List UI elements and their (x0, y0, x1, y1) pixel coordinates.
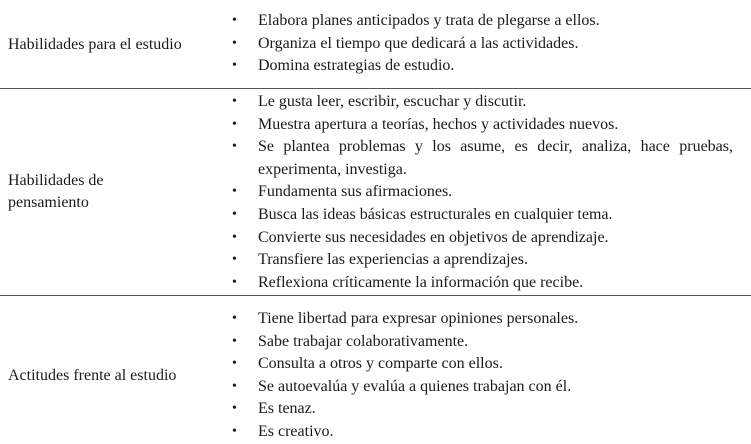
bullet-icon: • (232, 139, 237, 155)
list-item-text: Se autoevalúa y evalúa a quienes trabajan con él. (258, 377, 572, 395)
bullet-icon: • (232, 229, 237, 245)
list-item (232, 376, 733, 399)
list-item (232, 353, 733, 376)
list-item-text: Muestra apertura a teorías, hechos y actividades nuevos. (258, 115, 619, 133)
bullet-list (232, 308, 733, 444)
list-item (232, 33, 733, 56)
list-item-text: Domina estrategias de estudio. (258, 57, 455, 75)
list-item-text: Consulta a otros y comparte con ellos. (258, 355, 503, 373)
row-divider (0, 295, 751, 296)
bullet-icon: • (232, 356, 237, 372)
bullet-icon: • (232, 35, 237, 51)
list-item (232, 204, 733, 227)
list-item-text: Tiene libertad para expresar opiniones personales. (258, 310, 579, 327)
list-item-text: Se plantea problemas y los asume, es decir, analiza, hace pruebas, experimenta, investiga. (258, 138, 733, 178)
list-item (232, 181, 733, 204)
list-item (232, 114, 733, 137)
list-item (232, 227, 733, 250)
category-label: Habilidades para el estudio (8, 36, 182, 53)
list-item (232, 398, 733, 421)
bullet-icon: • (232, 94, 237, 109)
list-item (232, 331, 733, 354)
bullet-icon: • (232, 13, 237, 28)
list-item (232, 272, 733, 295)
bullet-icon: • (232, 401, 237, 417)
bullet-icon: • (232, 252, 237, 268)
bullet-icon: • (232, 184, 237, 200)
bullet-icon: • (232, 423, 237, 439)
list-item-text: Le gusta leer, escribir, escuchar y discutir. (258, 93, 527, 110)
bullet-icon: • (232, 58, 237, 74)
list-item-text: Fundamenta sus afirmaciones. (258, 183, 453, 201)
list-item-text: Es creativo. (258, 422, 334, 440)
list-item (232, 55, 733, 78)
bullet-icon: • (232, 378, 237, 394)
list-item-text: Busca las ideas básicas estructurales en cualquier tema. (258, 205, 613, 223)
bullet-list (232, 91, 733, 294)
category-text: Habilidades de pensamiento (8, 172, 104, 211)
row-divider (0, 88, 751, 89)
bullet-icon: • (232, 333, 237, 349)
list-item (232, 249, 733, 272)
list-item-text: Organiza el tiempo que dedicará a las actividades. (258, 34, 579, 52)
category-label: Actitudes frente al estudio (8, 367, 177, 384)
list-item (232, 421, 733, 444)
bullet-icon: • (232, 311, 237, 326)
list-item (232, 91, 733, 114)
list-item-text: Reflexiona críticamente la información que recibe. (258, 273, 584, 291)
list-item-text: Es tenaz. (258, 400, 316, 418)
list-item-text: Sabe trabajar colaborativamente. (258, 332, 469, 350)
bullet-icon: • (232, 116, 237, 132)
bullet-icon: • (232, 274, 237, 290)
bullet-icon: • (232, 206, 237, 222)
list-item-text: Elabora planes anticipados y trata de plegarse a ellos. (258, 12, 600, 29)
list-item (232, 136, 733, 181)
list-item-text: Convierte sus necesidades en objetivos de aprendizaje. (258, 228, 609, 246)
list-item (232, 308, 733, 331)
list-item-text: Transfiere las experiencias a aprendizajes. (258, 251, 528, 269)
list-item (232, 10, 733, 33)
category-label (8, 170, 138, 214)
bullet-list (232, 10, 733, 78)
